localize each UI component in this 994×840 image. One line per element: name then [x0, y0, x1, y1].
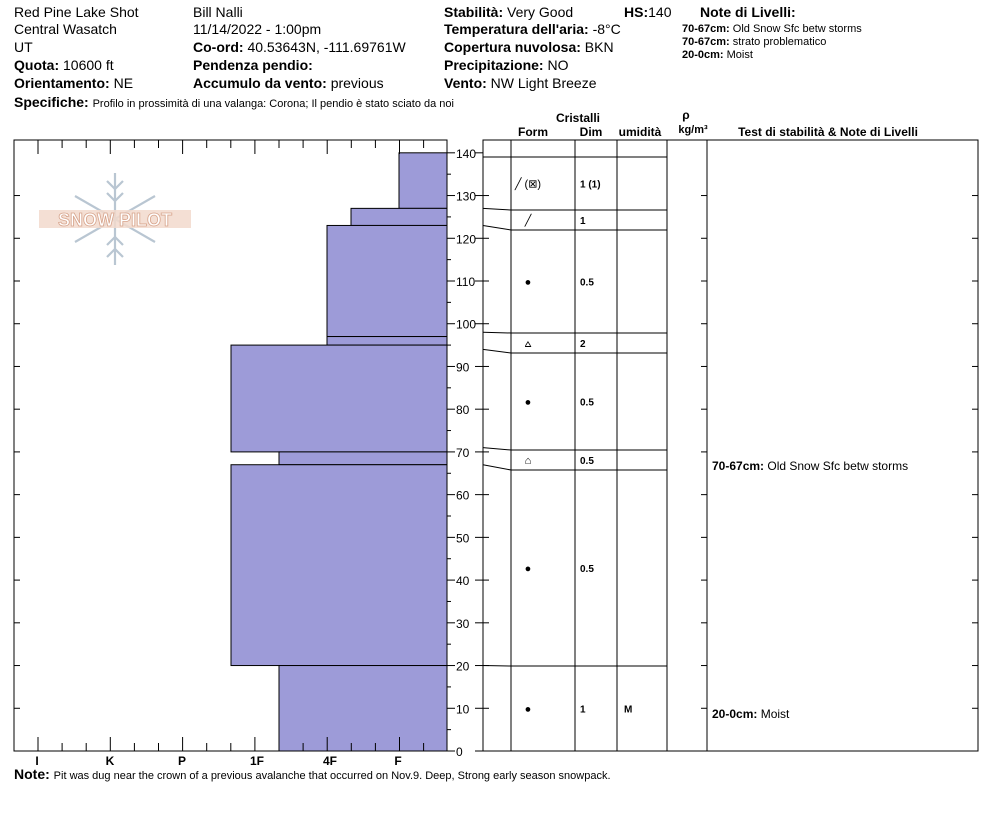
snowpilot-logo [39, 173, 191, 265]
hardness-label: I [35, 754, 39, 768]
coord-value: 40.53643N, -111.69761W [247, 39, 406, 55]
wind-loading-label: Accumulo da vento: [193, 75, 327, 91]
hardness-bar [327, 225, 447, 336]
crystal-size: 0.5 [580, 277, 594, 289]
depth-tick-label: 40 [456, 574, 470, 589]
hardness-label: 1F [249, 754, 265, 768]
crystal-size: 1 [580, 704, 586, 716]
depth-tick-label: 10 [456, 702, 470, 717]
hardness-bar [231, 465, 447, 666]
layer-connector [483, 225, 511, 230]
depth-tick-label: 110 [456, 275, 476, 289]
crystal-form-icon: ⩟ [524, 338, 532, 350]
precip-value: NO [547, 57, 569, 73]
hs-label: HS: [624, 4, 649, 20]
depth-tick-label: 100 [456, 317, 477, 332]
depth-tick-label: 70 [456, 445, 470, 460]
crystal-size: 2 [580, 339, 586, 350]
hardness-label: P [177, 754, 187, 768]
depth-tick-label: 90 [456, 360, 470, 375]
layer-note-text: Moist [726, 49, 753, 61]
note-label: Note: [14, 766, 50, 782]
sky-value: BKN [584, 39, 614, 55]
observer: Bill Nalli [193, 4, 243, 20]
layer-connector [483, 208, 511, 210]
elevation-label: Quota: [14, 57, 60, 73]
hardness-label: K [105, 754, 115, 768]
tests-notes-header: Test di stabilità & Note di Livelli [738, 125, 918, 139]
elevation-value: 10600 ft [63, 57, 114, 73]
hardness-bar [351, 208, 447, 225]
wind-loading-value: previous [330, 75, 384, 91]
specifics-value: Profilo in prossimità di una valanga: Corona; Il pendio è stato sciato da noi [92, 98, 454, 110]
site-name: Red Pine Lake Shot [14, 4, 139, 20]
layer-note-range: 20-0cm: [712, 707, 761, 721]
aspect-value: NE [113, 75, 134, 91]
crystal-form-icon: ● [524, 563, 532, 575]
wind-label: Vento: [444, 75, 487, 91]
depth-tick-label: 120 [456, 232, 477, 247]
depth-tick-label: 20 [456, 659, 470, 674]
slope-label: Pendenza pendio: [193, 57, 313, 73]
hs-value: 140 [648, 4, 672, 20]
depth-tick-label: 140 [456, 146, 477, 161]
hardness-bar [279, 666, 447, 751]
size-header: Dim [579, 125, 603, 139]
depth-tick-label: 0 [456, 745, 463, 759]
layer-connector [483, 465, 511, 470]
layer-note-label [712, 459, 908, 473]
depth-tick-label: 130 [456, 189, 477, 204]
rho-header: ρ [682, 108, 690, 122]
layer-connector [483, 332, 511, 333]
stability-label: Stabilità: [444, 4, 504, 20]
air-temp-value: -8°C [592, 21, 621, 37]
region: Central Wasatch [14, 21, 117, 37]
precip-label: Precipitazione: [444, 57, 544, 73]
state: UT [14, 39, 33, 55]
wetness-value: M [624, 704, 633, 716]
note-text: Pit was dug near the crown of a previous avalanche that occurred on Nov.9. Deep, Strong early season snowpack. [53, 770, 611, 782]
layer-note-range: 20-0cm: [682, 49, 724, 61]
crystal-form-icon: ╱ (⊠) [514, 178, 542, 191]
hardness-bars [231, 153, 447, 751]
layer-note-range: 70-67cm: [682, 36, 730, 48]
hardness-bar [279, 452, 447, 465]
density-header: kg/m³ [678, 124, 708, 136]
layer-connector [483, 448, 511, 450]
aspect-label: Orientamento: [14, 75, 110, 91]
hardness-label: F [394, 754, 402, 768]
crystal-form-icon: ⌂ [524, 455, 532, 467]
top-ticks [38, 140, 424, 154]
depth-tick-label: 30 [456, 616, 470, 631]
crystal-form-icon: ● [524, 703, 532, 716]
layer-note-label [712, 707, 790, 721]
layer-note-range: 70-67cm: [712, 459, 768, 473]
wetness-header: umidità [618, 125, 662, 139]
depth-tick-label: 80 [456, 403, 470, 418]
crystal-size: 0.5 [580, 397, 594, 409]
crystal-size: 1 [580, 216, 586, 227]
hardness-bar [327, 337, 447, 346]
hardness-axis-labels [35, 754, 401, 768]
hardness-bar [231, 345, 447, 452]
datetime: 11/14/2022 - 1:00pm [193, 21, 322, 37]
depth-tick-label: 50 [456, 531, 470, 546]
crystal-size: 0.5 [580, 456, 594, 467]
wind-value: NW Light Breeze [490, 75, 597, 91]
specifics-label: Specifiche: [14, 94, 89, 110]
layer-notes-plot [712, 459, 908, 721]
logo-text: SNOW PILOT [58, 210, 172, 230]
stability-value: Very Good [507, 4, 574, 20]
layer-connector [483, 349, 511, 353]
layers-table [483, 140, 978, 751]
sky-label: Copertura nuvolosa: [444, 39, 581, 55]
coord-label: Co-ord: [193, 39, 244, 55]
layer-notes-title: Note di Livelli: [700, 4, 796, 20]
crystal-form-icon: ● [524, 396, 532, 409]
hardness-label: 4F [322, 754, 338, 768]
layer-note-text: Old Snow Sfc betw storms [767, 459, 909, 473]
depth-tick-label: 60 [456, 488, 470, 503]
crystal-size: 0.5 [580, 564, 594, 575]
crystals-header: Cristalli [555, 111, 601, 125]
crystal-size: 1 (1) [580, 179, 601, 191]
crystal-form-icon: ╱ [524, 215, 532, 227]
right-ticks [483, 196, 978, 709]
hardness-bar [399, 153, 447, 209]
layer-note-range: 70-67cm: [682, 23, 730, 35]
layer-note-text: Moist [760, 707, 790, 721]
crystal-form-icon: ● [524, 276, 532, 289]
layer-note-text: strato problematico [732, 36, 827, 48]
form-header: Form [518, 125, 548, 139]
air-temp-label: Temperatura dell'aria: [444, 21, 589, 37]
layer-note-text: Old Snow Sfc betw storms [732, 23, 862, 35]
